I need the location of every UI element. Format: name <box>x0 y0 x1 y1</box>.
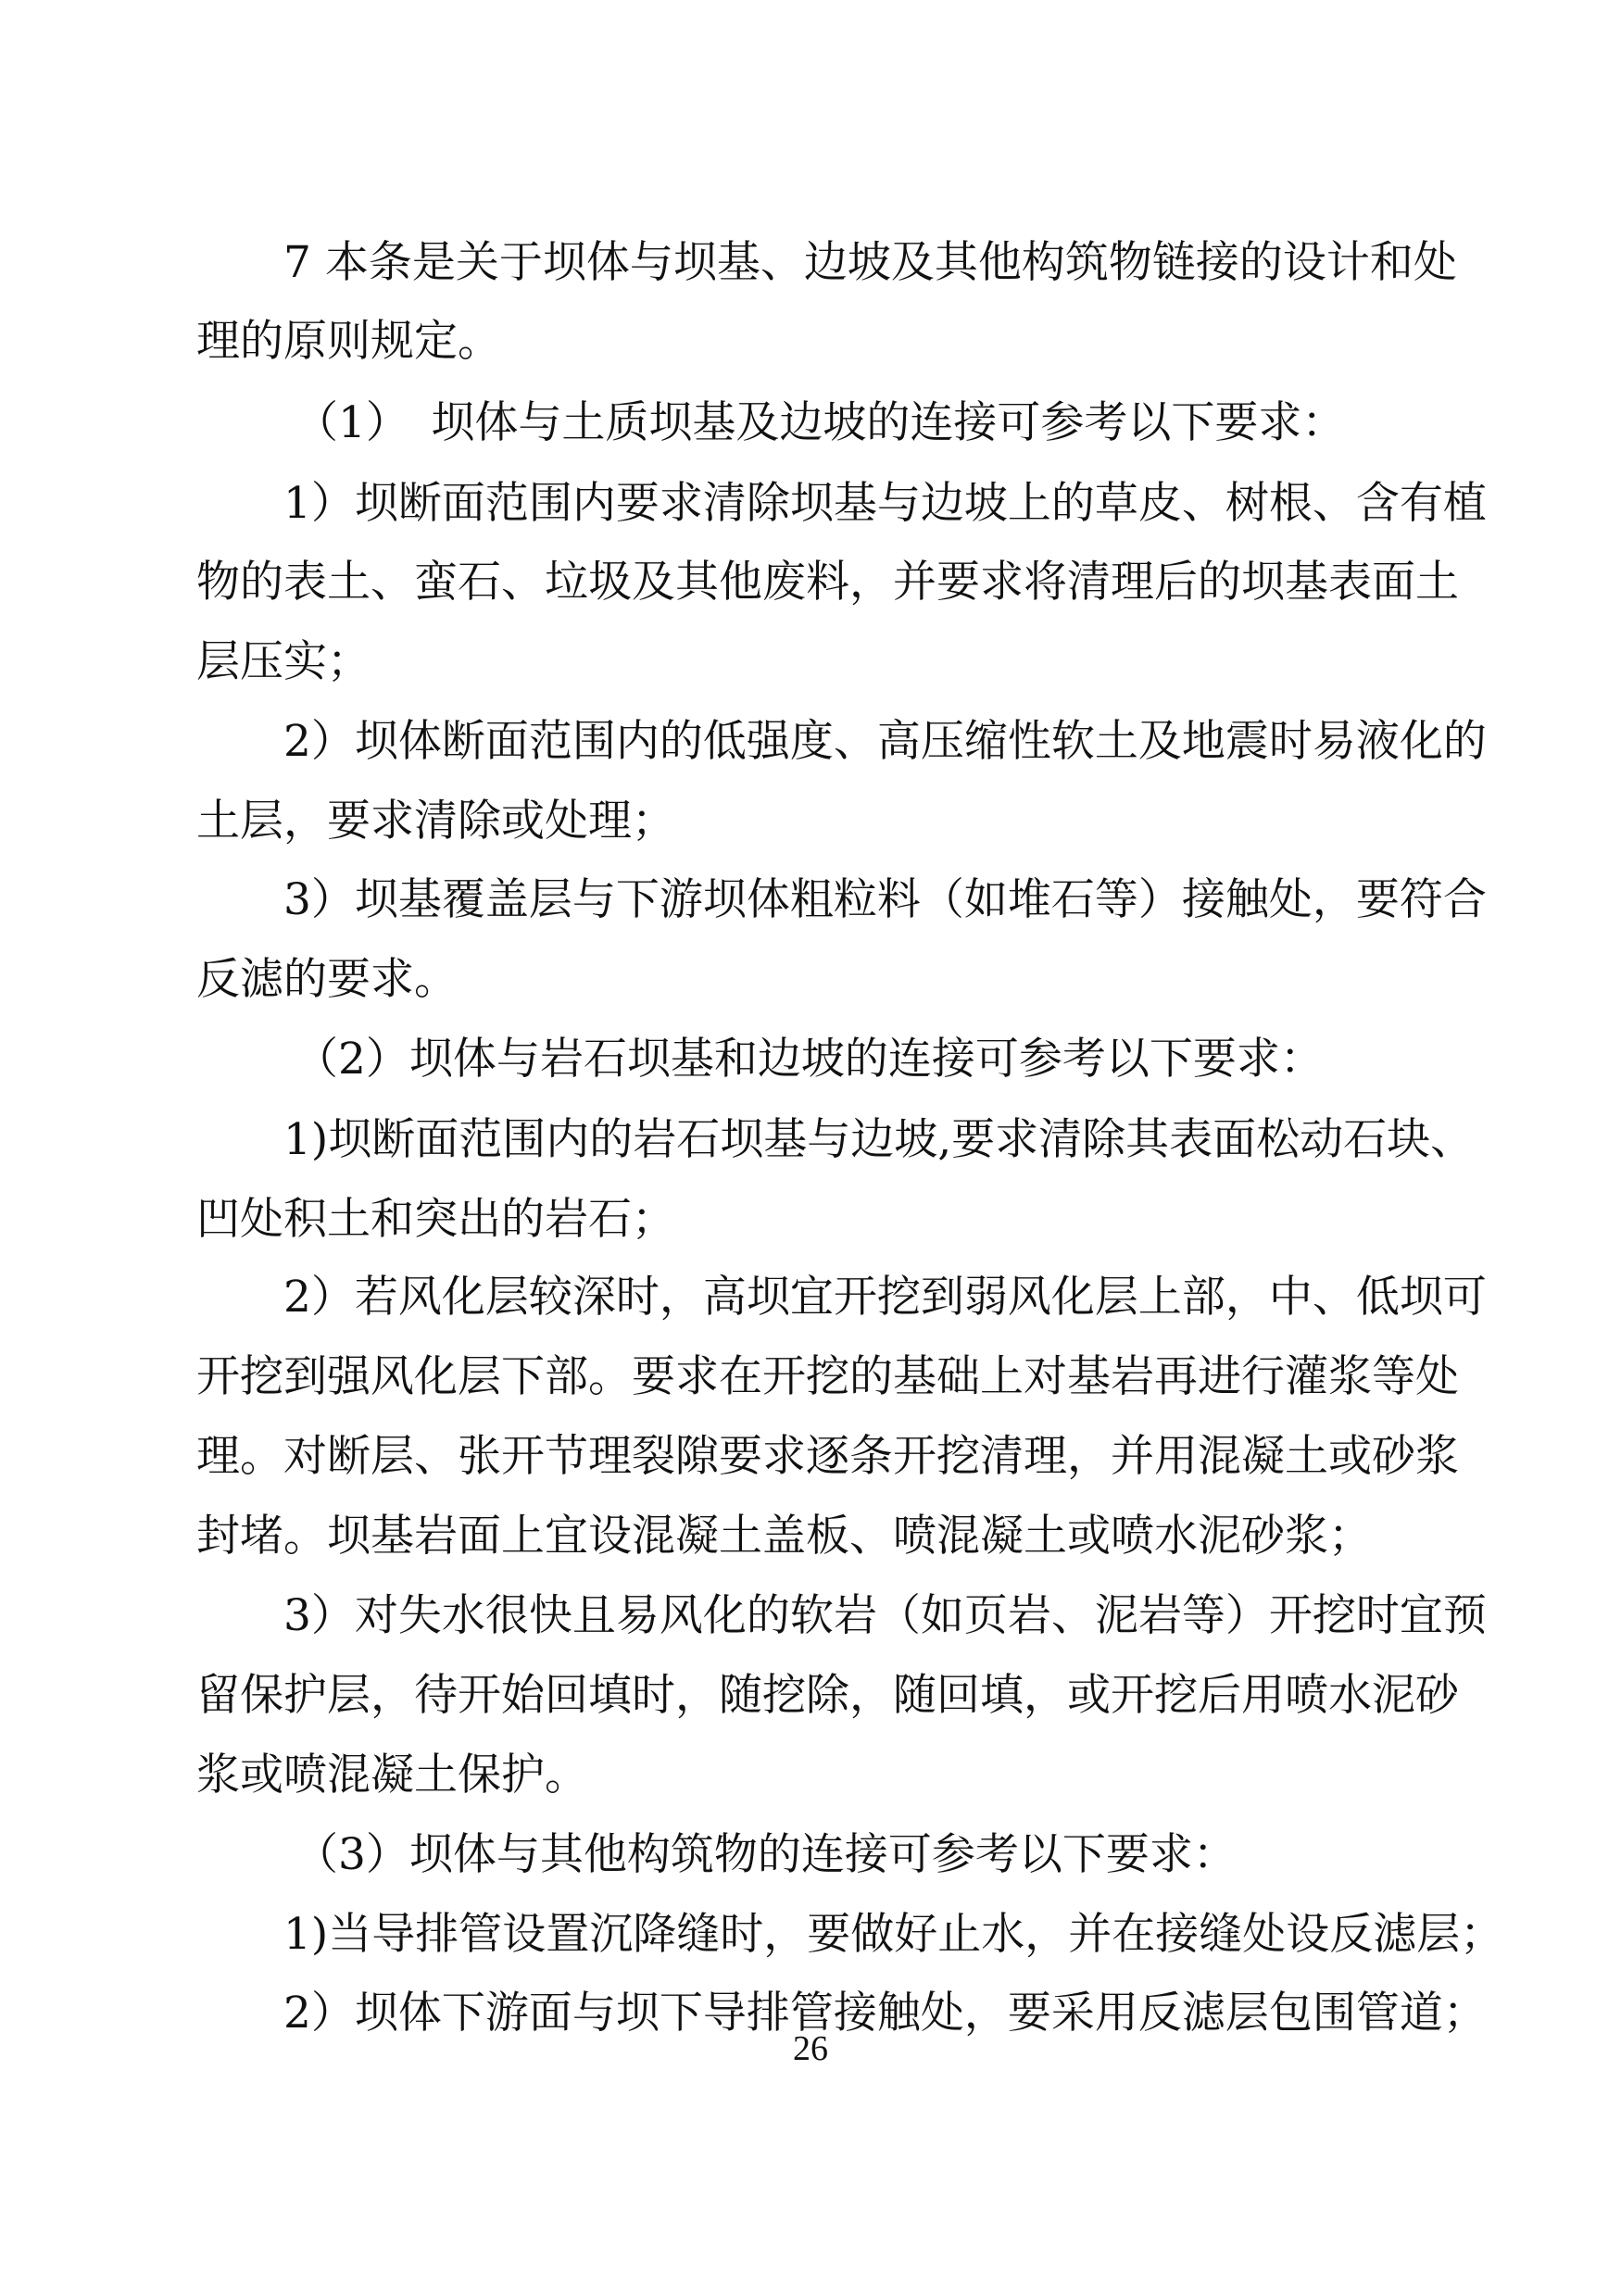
paragraph-line: 土层，要求清除或处理； <box>196 796 675 847</box>
paragraph-line: 2）若风化层较深时，高坝宜开挖到弱风化层上部，中、低坝可 <box>283 1272 1487 1323</box>
paragraph-line: 理的原则规定。 <box>196 316 501 367</box>
paragraph-line: 2）坝体断面范围内的低强度、高压缩性软土及地震时易液化的 <box>283 716 1487 767</box>
paragraph-line: 2）坝体下游面与坝下导排管接触处，要采用反滤层包围管道； <box>283 1988 1487 2039</box>
paragraph-line: 浆或喷混凝土保护。 <box>196 1750 588 1800</box>
paragraph-line: 理。对断层、张开节理裂隙要求逐条开挖清理，并用混凝土或砂浆 <box>196 1431 1459 1482</box>
paragraph-line: 开挖到强风化层下部。要求在开挖的基础上对基岩再进行灌浆等处 <box>196 1351 1459 1402</box>
paragraph-line: 1)当导排管设置沉降缝时，要做好止水，并在接缝处设反滤层； <box>283 1909 1504 1960</box>
paragraph-line: 层压实； <box>196 636 371 687</box>
paragraph-line: 3）对失水很快且易风化的软岩（如页岩、泥岩等）开挖时宜预 <box>283 1590 1487 1641</box>
paragraph-line: 1）坝断面范围内要求清除坝基与边坡上的草皮、树根、含有植 <box>283 478 1487 529</box>
paragraph-line: 3）坝基覆盖层与下游坝体粗粒料（如堆石等）接触处，要符合 <box>283 874 1487 925</box>
paragraph-line: 留保护层，待开始回填时，随挖除，随回填，或开挖后用喷水泥砂 <box>196 1670 1459 1721</box>
page-number: 26 <box>793 2029 828 2068</box>
paragraph-line: 凹处积土和突出的岩石； <box>196 1194 675 1245</box>
paragraph-line: 物的表土、蛮石、垃圾及其他废料，并要求将清理后的坝基表面土 <box>196 557 1459 608</box>
section-heading: （2）坝体与岩石坝基和边坡的连接可参考以下要求： <box>295 1034 1324 1085</box>
paragraph-line: 1)坝断面范围内的岩石坝基与边坡,要求清除其表面松动石块、 <box>283 1114 1475 1165</box>
paragraph-line: 7 本条是关于坝体与坝基、边坡及其他构筑物链接的设计和处 <box>283 237 1457 288</box>
section-heading: （1） 坝体与土质坝基及边坡的连接可参考以下要求： <box>295 397 1346 448</box>
paragraph-line: 封堵。坝基岩面上宜设混凝土盖板、喷混凝土或喷水泥砂浆； <box>196 1511 1372 1562</box>
paragraph-line: 反滤的要求。 <box>196 954 458 1005</box>
section-heading: （3）坝体与其他构筑物的连接可参考以下要求： <box>295 1829 1237 1880</box>
